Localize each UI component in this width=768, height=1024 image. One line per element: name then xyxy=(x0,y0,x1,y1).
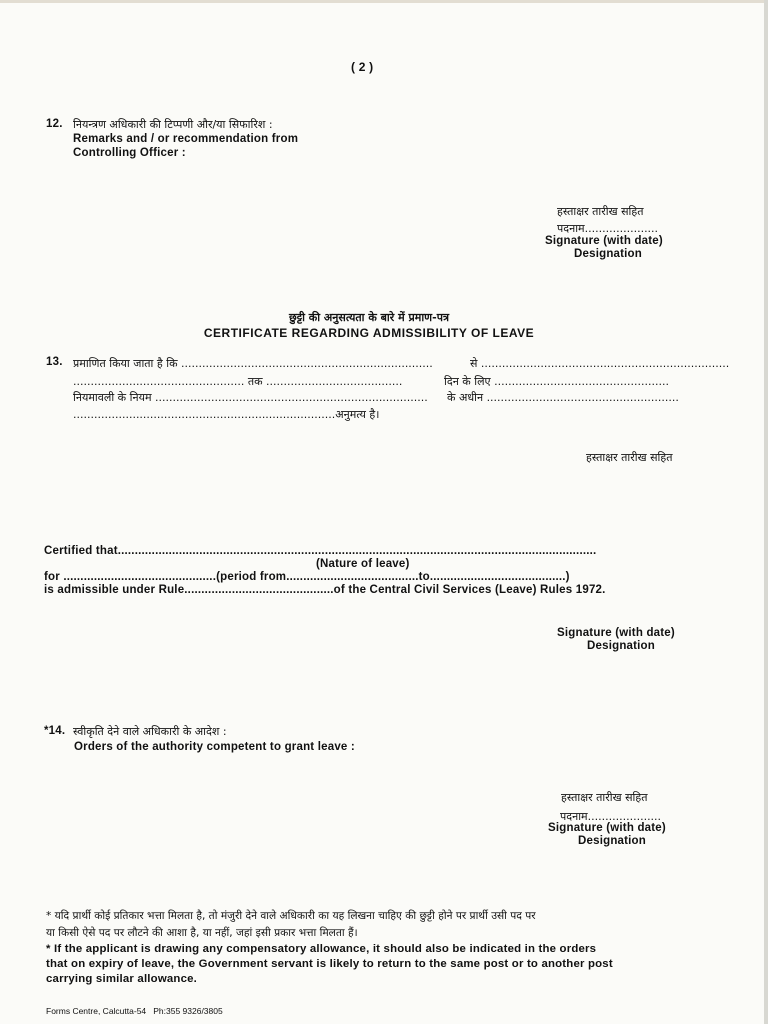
footnote-english-line3: carrying similar allowance. xyxy=(46,973,198,985)
certified-signature: Signature (with date) xyxy=(557,627,675,639)
top-edge xyxy=(0,0,768,3)
certified-line4: is admissible under Rule............................................of the Central Civil Services (Leave) Rules 1972. xyxy=(44,584,606,596)
certified-designation: Designation xyxy=(587,640,656,652)
item12-number: 12. xyxy=(46,118,63,130)
sig3-hindi-designation: पदनाम..................... xyxy=(560,810,662,823)
item13-line2-a: ................................................. तक ....................................... xyxy=(73,375,403,388)
certificate-hindi-title: छुट्टी की अनुसत्यता के बारे में प्रमाण-पत्र xyxy=(288,311,450,324)
sig3-signature: Signature (with date) xyxy=(548,822,666,834)
item13-line2-b: दिन के लिए .................................................. xyxy=(444,375,669,388)
item13-number: 13. xyxy=(46,356,63,368)
sig1-hindi-signature: हस्ताक्षर तारीख सहित xyxy=(557,205,644,218)
footnote-english-line1: * If the applicant is drawing any compensatory allowance, it should also be indicated in the orders xyxy=(46,943,597,955)
item14-english: Orders of the authority competent to grant leave : xyxy=(74,741,355,753)
footnote-hindi-line1: * यदि प्रार्थी कोई प्रतिकार भत्ता मिलता है, तो मंजुरी देने वाले अधिकारी का यह लिखना चाहिए की छुट्टी होने पर प्रार्थी उसी पद पर xyxy=(46,910,536,922)
item12-english-line1: Remarks and / or recommendation from xyxy=(73,133,299,145)
certified-line3: for .............................................(period from.......................................to........................................) xyxy=(44,571,570,583)
sig3-hindi-signature: हस्ताक्षर तारीख सहित xyxy=(561,791,648,804)
item14-number: *14. xyxy=(44,725,66,737)
item13-hindi-signature: हस्ताक्षर तारीख सहित xyxy=(586,451,673,464)
sig1-hindi-designation: पदनाम..................... xyxy=(557,222,659,235)
certificate-english-title: CERTIFICATE REGARDING ADMISSIBILITY OF LEAVE xyxy=(203,326,535,340)
printer-imprint: Forms Centre, Calcutta-54 Ph:355 9326/3805 xyxy=(46,1006,223,1016)
footnote-english-line2: that on expiry of leave, the Government servant is likely to return to the same post or to another post xyxy=(46,958,613,970)
sig1-designation: Designation xyxy=(574,248,643,260)
item13-line3-a: नियमावली के नियम .............................................................................. xyxy=(73,391,428,404)
item13-line1-b: से ....................................................................... xyxy=(470,357,730,370)
sig3-designation: Designation xyxy=(578,835,647,847)
item13-line1-a: प्रमाणित किया जाता है कि ........................................................................ xyxy=(73,357,433,370)
item12-english-line2: Controlling Officer : xyxy=(73,147,186,159)
item13-line3-b: के अधीन ....................................................... xyxy=(447,391,679,404)
certified-nature-of-leave: (Nature of leave) xyxy=(316,558,410,570)
right-edge xyxy=(764,0,768,1024)
item12-hindi: नियन्त्रण अधिकारी की टिप्पणी और/या सिफारिश : xyxy=(73,118,273,131)
page-number: ( 2 ) xyxy=(351,60,374,74)
item14-hindi: स्वीकृति देने वाले अधिकारी के आदेश : xyxy=(73,725,227,738)
certified-line1: Certified that............................................................................................................................................. xyxy=(44,545,597,557)
footnote-hindi-line2: या किसी ऐसे पद पर लौटने की आशा है, या नहीं, जहां इसी प्रकार भत्ता मिलता हैं। xyxy=(46,927,358,939)
sig1-signature: Signature (with date) xyxy=(545,235,663,247)
item13-line4: ...........................................................................अनुमत्य है। xyxy=(73,408,380,421)
